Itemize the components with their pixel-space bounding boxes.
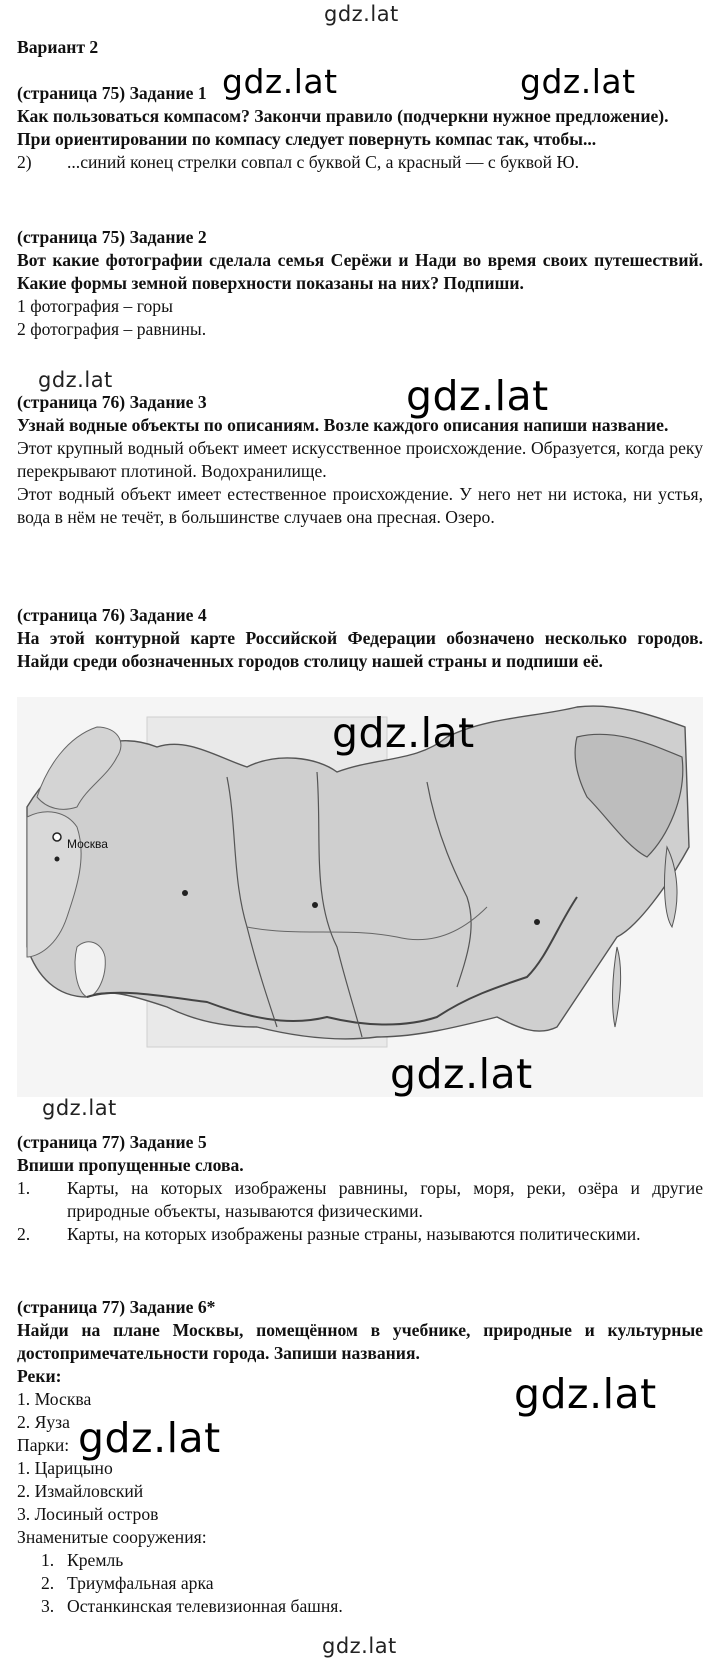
list-item: 2. Яуза bbox=[17, 1412, 70, 1432]
task-6-question: Найди на плане Москвы, помещённом в учебнике, природные и культурные достопримечательности города. Запиши названия. bbox=[17, 1320, 703, 1363]
item-text: Триумфальная арка bbox=[67, 1573, 214, 1593]
buildings-label: Знаменитые сооружения: bbox=[17, 1527, 207, 1547]
list-item: 1. Москва bbox=[17, 1389, 92, 1409]
list-item bbox=[17, 1572, 703, 1595]
city-marker bbox=[312, 902, 318, 908]
task-2-answer-2: 2 фотография – равнины. bbox=[17, 319, 207, 339]
task-4-question: На этой контурной карте Российской Федерации обозначено несколько городов. Найди среди обозначенных городов столицу нашей страны и подпиши её. bbox=[17, 628, 703, 671]
watermark-text: gdz.lat bbox=[222, 62, 338, 101]
city-marker bbox=[53, 833, 61, 841]
task-2-question: Вот какие фотографии сделала семья Серёжи и Нади во время своих путешествий. Какие формы земной поверхности показаны на них? Подпиши. bbox=[17, 250, 703, 293]
task-3-question: Узнай водные объекты по описаниям. Возле каждого описания напиши название. bbox=[17, 415, 669, 435]
watermark-text: gdz.lat bbox=[406, 372, 549, 420]
task-1-subquestion: При ориентировании по компасу следует повернуть компас так, чтобы... bbox=[17, 129, 597, 149]
item-text: Останкинская телевизионная башня. bbox=[67, 1596, 343, 1616]
watermark-text: gdz.lat bbox=[520, 62, 636, 101]
watermark-text: gdz.lat bbox=[514, 1370, 657, 1418]
map-city-label: Москва bbox=[67, 837, 108, 851]
list-item: 3. Лосиный остров bbox=[17, 1504, 159, 1524]
item-text: Карты, на которых изображены разные страны, называются политическими. bbox=[67, 1224, 641, 1244]
task-2 bbox=[17, 226, 703, 341]
item-number: 3. bbox=[41, 1596, 55, 1616]
task-5-header: (страница 77) Задание 5 bbox=[17, 1132, 207, 1152]
task-3-description-1: Этот крупный водный объект имеет искусственное происхождение. Образуется, когда реку перекрывают плотиной. Водохранилище. bbox=[17, 438, 703, 481]
answer-text: ...синий конец стрелки совпал с буквой С, а красный — с буквой Ю. bbox=[67, 152, 579, 172]
map-drawing bbox=[17, 697, 703, 1097]
watermark-text: gdz.lat bbox=[390, 1050, 533, 1098]
item-text: Карты, на которых изображены равнины, горы, моря, реки, озёра и другие природные объекты, называются физическими. bbox=[67, 1178, 703, 1221]
rivers-label: Реки: bbox=[17, 1366, 62, 1386]
city-marker bbox=[55, 857, 60, 862]
list-item bbox=[17, 1223, 703, 1246]
task-5 bbox=[17, 1131, 703, 1246]
list-item bbox=[17, 1549, 703, 1572]
task-1-answer bbox=[17, 151, 703, 174]
list-item: 1. Царицыно bbox=[17, 1458, 113, 1478]
variant-title: Вариант 2 bbox=[17, 37, 99, 57]
watermark-text: gdz.lat bbox=[332, 709, 475, 757]
answer-number: 2) bbox=[17, 152, 32, 172]
item-number: 2. bbox=[17, 1224, 31, 1244]
task-3-description-2: Этот водный объект имеет естественное происхождение. У него нет ни истока, ни устья, вода в нём не течёт, в большинстве случаев она пресная. Озеро. bbox=[17, 484, 703, 527]
list-item bbox=[17, 1595, 703, 1618]
parks-label: Парки: bbox=[17, 1435, 70, 1455]
task-2-header: (страница 75) Задание 2 bbox=[17, 227, 207, 247]
watermark-text: gdz.lat bbox=[322, 1634, 397, 1658]
variant-heading bbox=[17, 36, 703, 59]
task-1-header: (страница 75) Задание 1 bbox=[17, 83, 207, 103]
item-number: 2. bbox=[41, 1573, 55, 1593]
watermark-text: gdz.lat bbox=[38, 368, 113, 392]
task-4 bbox=[17, 604, 703, 673]
watermark-text: gdz.lat bbox=[78, 1414, 221, 1462]
task-4-header: (страница 76) Задание 4 bbox=[17, 605, 207, 625]
watermark-text: gdz.lat bbox=[324, 2, 399, 26]
task-3-header: (страница 76) Задание 3 bbox=[17, 392, 207, 412]
item-number: 1. bbox=[41, 1550, 55, 1570]
task-5-question: Впиши пропущенные слова. bbox=[17, 1155, 244, 1175]
list-item: 2. Измайловский bbox=[17, 1481, 144, 1501]
item-text: Кремль bbox=[67, 1550, 124, 1570]
item-number: 1. bbox=[17, 1178, 31, 1198]
list-item bbox=[17, 1177, 703, 1223]
task-2-answer-1: 1 фотография – горы bbox=[17, 296, 173, 316]
task-3 bbox=[17, 391, 703, 529]
city-marker bbox=[182, 890, 188, 896]
task-1-question: Как пользоваться компасом? Закончи правило (подчеркни нужное предложение). bbox=[17, 106, 669, 126]
city-marker bbox=[534, 919, 540, 925]
task-6-header: (страница 77) Задание 6* bbox=[17, 1297, 216, 1317]
russia-contour-map bbox=[17, 697, 703, 1097]
watermark-text: gdz.lat bbox=[42, 1096, 117, 1120]
